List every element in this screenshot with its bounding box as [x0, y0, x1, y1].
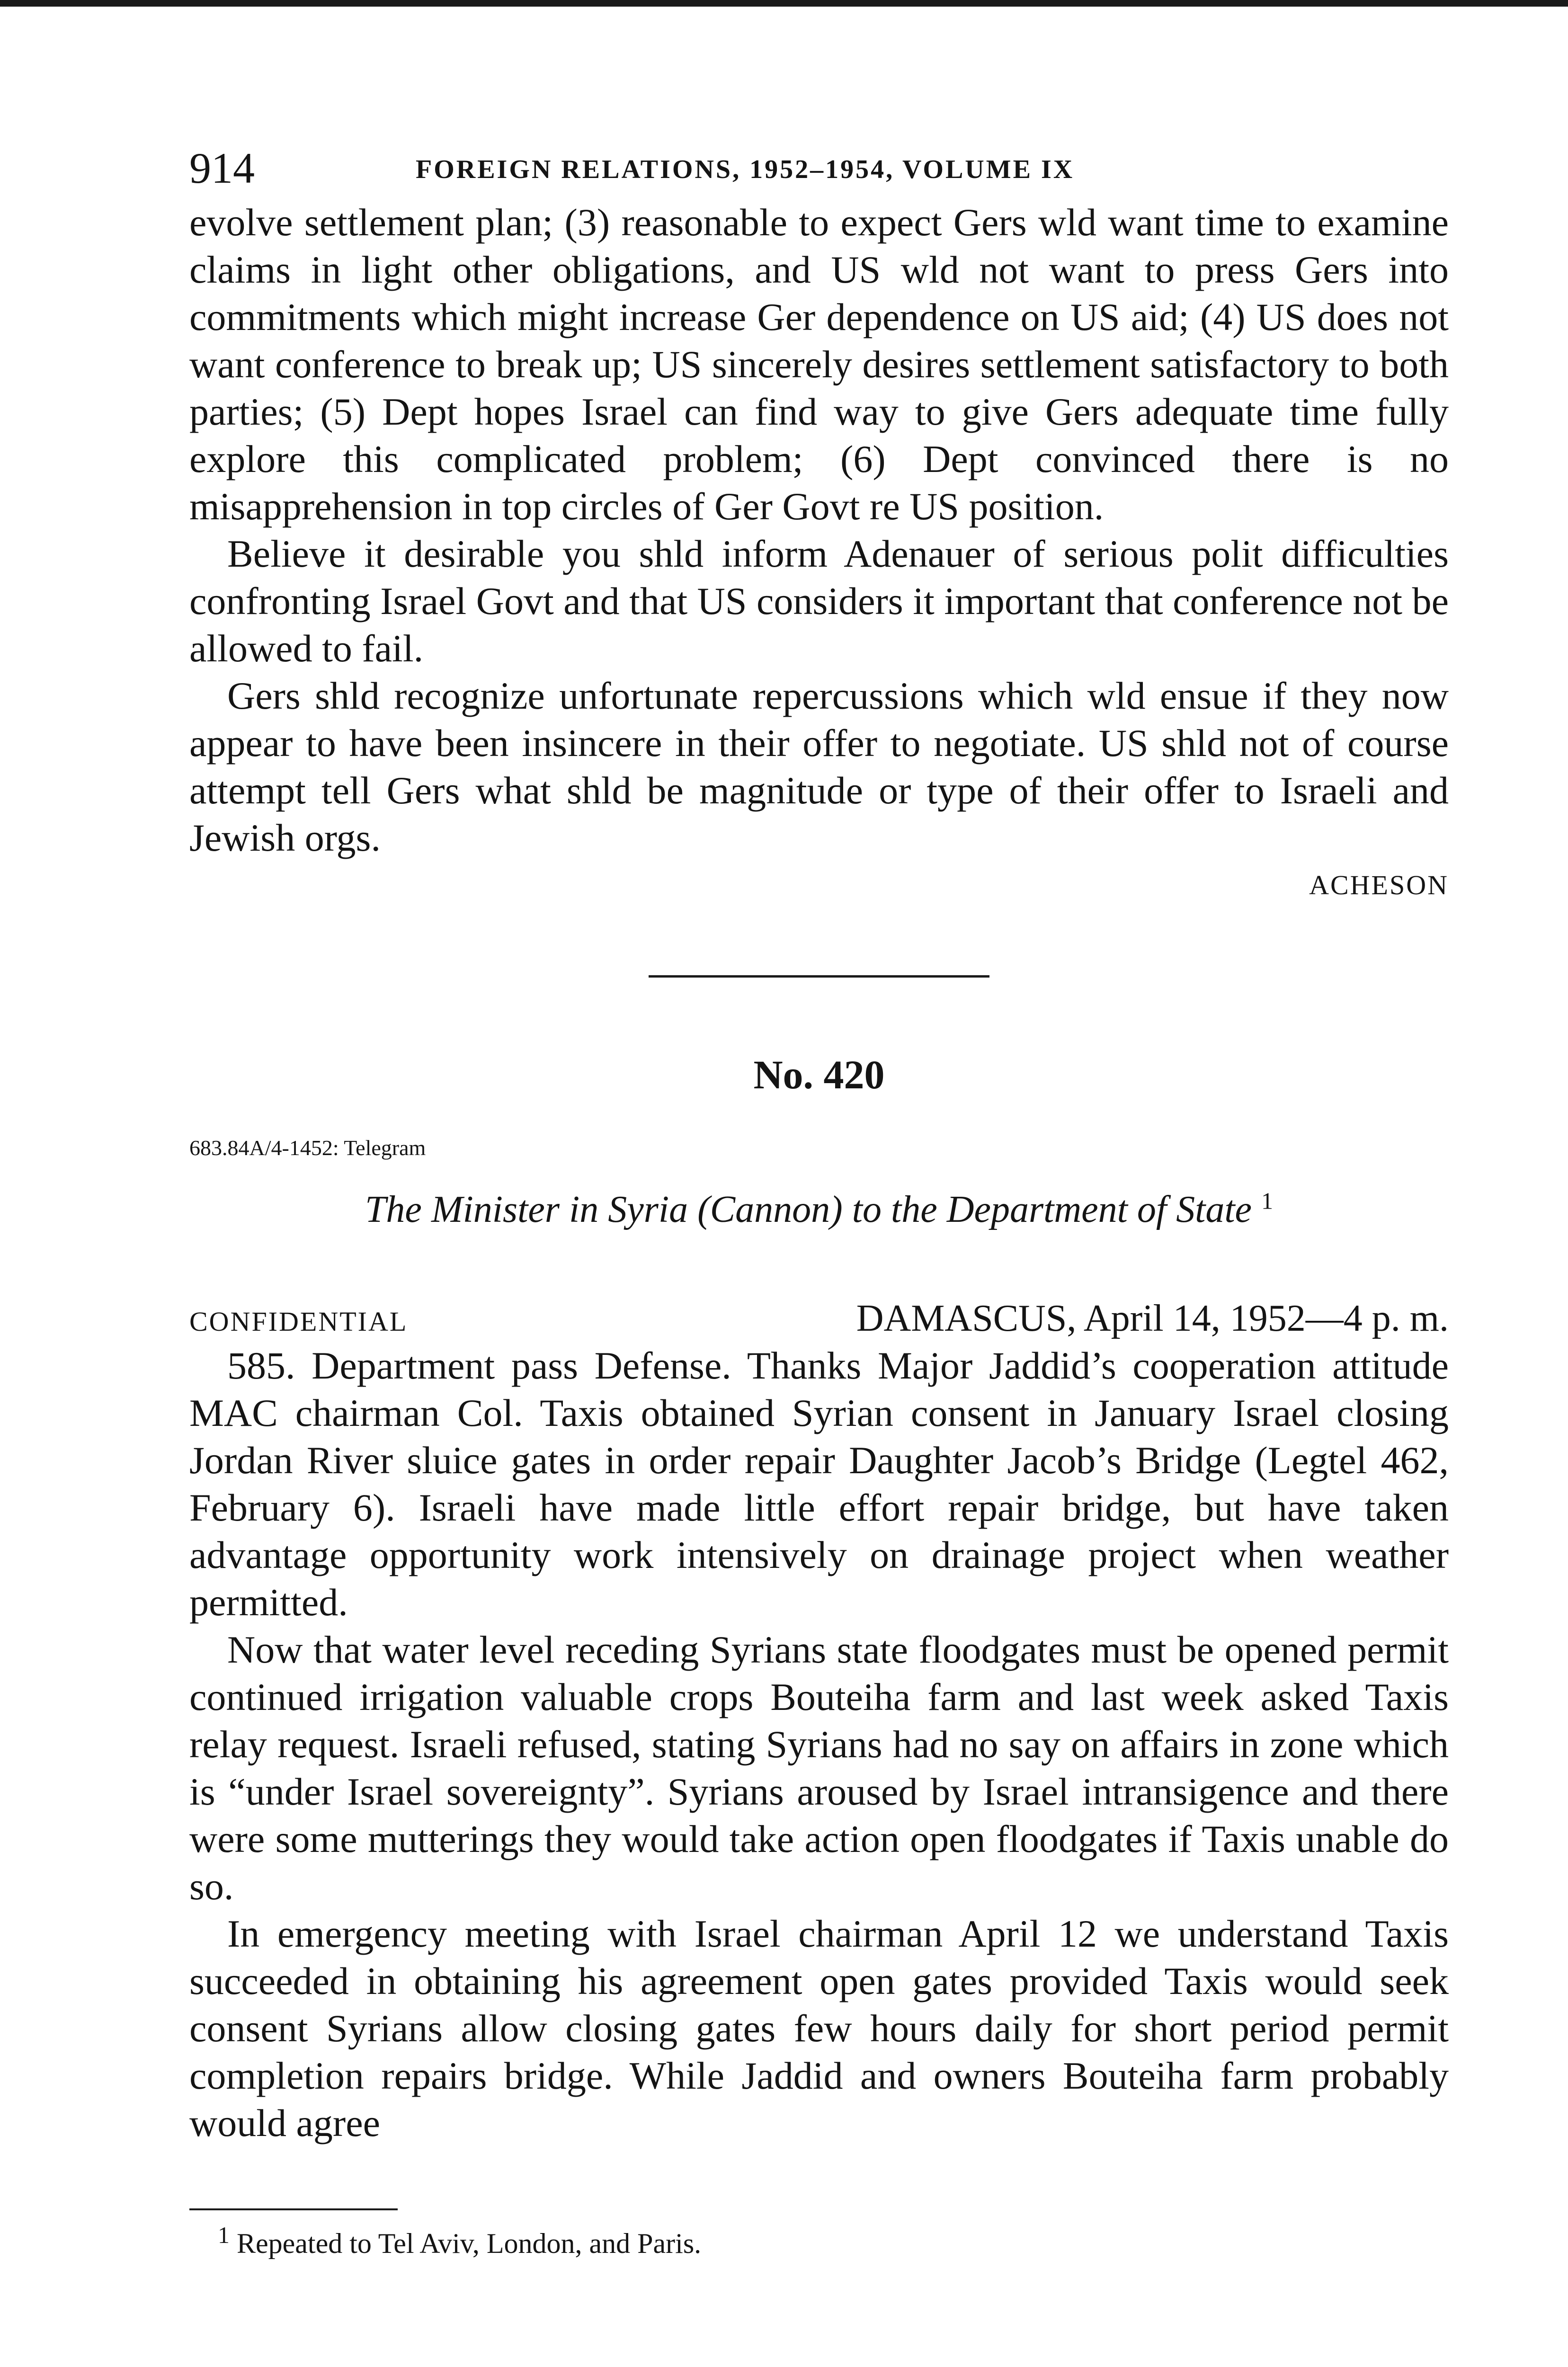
file-reference: 683.84A/4-1452: Telegram [189, 1136, 426, 1160]
telegram-paragraph: Now that water level receding Syrians state floodgates must be opened permit continued irrigation valuable crops Bouteiha farm and last week asked Taxis relay request. Israeli refused, stating Syrians had no say on affairs in zone which is “under Israel sovereignty”. Syrians aroused by Israel intransigence and there were some mutterings they would take action open floodgates if Taxis unable do so. [189, 1628, 1449, 1908]
telegram-paragraph: 585. Department pass Defense. Thanks Major Jaddid’s cooperation attitude MAC chairman Col. Taxis obtained Syrian consent in January Israel closing Jordan River sluice gates in order repair Daughter Jacob’s Bridge (Legtel 462, February 6). Israeli have made little effort repair bridge, but have taken advantage opportunity work intensively on drainage project when weather permitted. [189, 1344, 1449, 1624]
page-number: 914 [189, 144, 255, 192]
page-header [189, 142, 1449, 199]
section-divider [649, 975, 989, 978]
top-edge-rule [0, 0, 1568, 7]
document-title-line [189, 1186, 1449, 1233]
signature: ACHESON [1309, 870, 1449, 900]
continued-text [189, 199, 1449, 862]
footnote [189, 2222, 1449, 2262]
document-page [189, 142, 1449, 2262]
classification-row [189, 1295, 1449, 1342]
continued-paragraph: Believe it desirable you shld inform Adenauer of serious polit difficulties confronting Israel Govt and that US considers it important that conference not be allowed to fail. [189, 532, 1449, 670]
continued-paragraph: Gers shld recognize unfortunate repercussions which wld ensue if they now appear to have been insincere in their offer to negotiate. US shld not of course attempt tell Gers what shld be magnitude or type of their offer to Israeli and Jewish orgs. [189, 674, 1449, 859]
telegram-paragraph: In emergency meeting with Israel chairman April 12 we understand Taxis succeeded in obtaining his agreement open gates provided Taxis would seek consent Syrians allow closing gates few hours daily for short period permit completion repairs bridge. While Jaddid and owners Bouteiha farm probably would agree [189, 1912, 1449, 2145]
footnote-rule [189, 2208, 398, 2210]
footnote-text: Repeated to Tel Aviv, London, and Paris. [237, 2228, 702, 2259]
document-number: No. 420 [753, 1052, 885, 1097]
footnote-mark: 1 [218, 2222, 230, 2248]
classification: CONFIDENTIAL [189, 1306, 408, 1337]
running-head: FOREIGN RELATIONS, 1952–1954, VOLUME IX [416, 155, 1075, 184]
continued-paragraph: evolve settlement plan; (3) reasonable to expect Gers wld want time to examine claims in light other obligations, and US wld not want to press Gers into commitments which might increase Ger dependence on US aid; (4) US does not want conference to break up; US sincerely desires settlement satisfactory to both parties; (5) Dept hopes Israel can find way to give Gers adequate time fully explore this complicated problem; (6) Dept convinced there is no misapprehension in top circles of Ger Govt re US position. [189, 201, 1449, 528]
telegram-text [189, 1342, 1449, 2147]
document-title: The Minister in Syria (Cannon) to the Department of State [365, 1189, 1252, 1230]
footnote-reference-mark: 1 [1261, 1187, 1274, 1214]
dateline: DAMASCUS, April 14, 1952—4 p. m. [856, 1298, 1449, 1339]
